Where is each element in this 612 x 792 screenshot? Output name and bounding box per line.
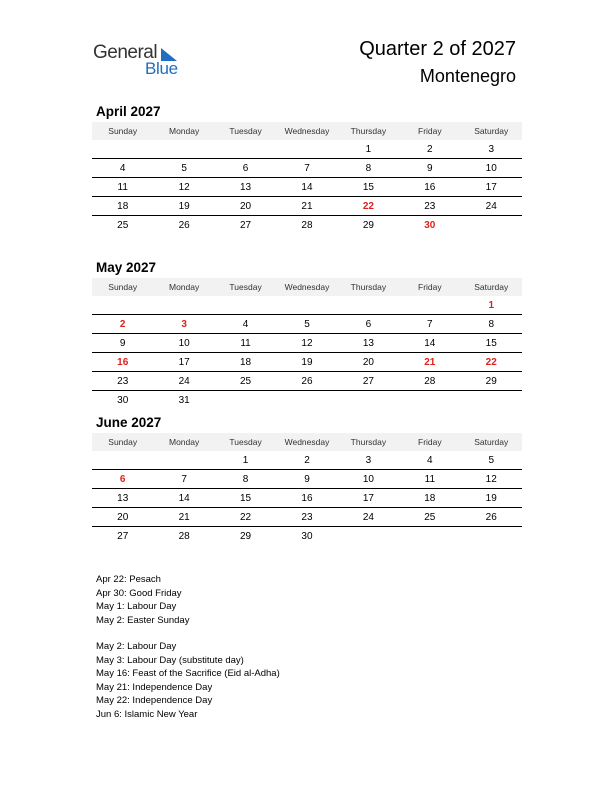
- day-cell: 23: [424, 200, 436, 212]
- day-cell: 12: [485, 473, 497, 485]
- day-cell: 4: [242, 318, 249, 330]
- weekday-label: Monday: [169, 282, 200, 292]
- holiday-day-cell: 21: [424, 356, 436, 368]
- weekday-label: Monday: [169, 126, 200, 136]
- day-cell: 5: [488, 454, 495, 466]
- week-row: [92, 353, 522, 372]
- day-cell: 7: [181, 473, 187, 485]
- day-cell: 23: [117, 375, 129, 387]
- day-cell: 5: [181, 162, 187, 174]
- weekday-label: Monday: [169, 437, 200, 447]
- day-cell: 10: [362, 473, 374, 485]
- week-row: [92, 216, 522, 234]
- day-cell: 1: [365, 143, 372, 155]
- day-cell: 6: [242, 162, 249, 174]
- day-cell: 3: [365, 454, 372, 466]
- weekday-label: Wednesday: [284, 282, 330, 292]
- month-title: June 2027: [96, 415, 162, 430]
- day-cell: 15: [239, 492, 252, 504]
- weekday-label: Tuesday: [229, 126, 262, 136]
- day-cell: 26: [178, 219, 190, 231]
- day-cell: 29: [485, 375, 497, 387]
- day-cell: 19: [178, 200, 190, 212]
- holiday-item: Jun 6: Islamic New Year: [96, 708, 198, 720]
- day-cell: 20: [117, 511, 129, 523]
- day-cell: 15: [362, 181, 374, 193]
- day-cell: 21: [178, 511, 190, 523]
- week-row: [92, 296, 522, 315]
- day-cell: 4: [119, 162, 126, 174]
- day-cell: 24: [362, 511, 374, 523]
- day-cell: 20: [362, 356, 374, 368]
- weekday-header: [92, 278, 522, 296]
- week-row: [92, 372, 522, 391]
- brand-logo: [93, 42, 193, 78]
- day-cell: 19: [485, 492, 497, 504]
- weekday-label: Sunday: [108, 282, 138, 292]
- weekday-label: Tuesday: [229, 282, 262, 292]
- day-cell: 16: [301, 492, 313, 504]
- weekday-label: Saturday: [474, 437, 509, 447]
- week-row: [92, 197, 522, 216]
- day-cell: 2: [427, 143, 433, 155]
- weekday-label: Sunday: [108, 126, 138, 136]
- week-row: [92, 334, 522, 353]
- page-title: Quarter 2 of 2027: [359, 38, 516, 60]
- day-cell: 9: [119, 337, 126, 349]
- day-cell: 25: [239, 375, 252, 387]
- country-name: Montenegro: [419, 66, 516, 86]
- week-row: [92, 489, 522, 508]
- day-cell: 25: [424, 511, 436, 523]
- holiday-day-cell: 30: [424, 219, 436, 231]
- holiday-item: May 2: Labour Day: [96, 641, 177, 652]
- holiday-list: [96, 573, 280, 721]
- week-row: [92, 178, 522, 197]
- holiday-day-cell: 22: [362, 200, 374, 212]
- weekday-label: Friday: [418, 282, 442, 292]
- day-cell: 17: [485, 181, 497, 193]
- day-cell: 28: [424, 375, 436, 387]
- day-cell: 24: [485, 200, 497, 212]
- day-cell: 10: [485, 162, 497, 174]
- day-cell: 21: [301, 200, 313, 212]
- week-row: [92, 315, 522, 334]
- day-cell: 27: [117, 530, 129, 542]
- weekday-label: Saturday: [474, 126, 509, 136]
- holiday-item: May 3: Labour Day (substitute day): [96, 654, 244, 666]
- day-cell: 13: [117, 492, 129, 504]
- day-cell: 11: [240, 337, 251, 349]
- holiday-item: May 22: Independence Day: [96, 695, 213, 706]
- day-cell: 26: [301, 375, 313, 387]
- day-cell: 15: [485, 337, 497, 349]
- day-cell: 8: [365, 162, 372, 174]
- day-cell: 18: [117, 200, 129, 212]
- day-cell: 17: [178, 356, 190, 368]
- day-cell: 13: [362, 337, 374, 349]
- day-cell: 6: [365, 318, 372, 330]
- day-cell: 8: [242, 473, 249, 485]
- day-cell: 3: [488, 143, 495, 155]
- week-row: [92, 451, 522, 470]
- day-cell: 7: [427, 318, 433, 330]
- day-cell: 28: [178, 530, 190, 542]
- day-cell: 20: [239, 200, 252, 212]
- holiday-item: Apr 22: Pesach: [96, 574, 161, 585]
- day-cell: 30: [117, 394, 129, 406]
- day-cell: 31: [178, 394, 190, 406]
- day-cell: 26: [485, 511, 497, 523]
- day-cell: 30: [301, 530, 313, 542]
- logo-blue-text: Blue: [145, 59, 178, 78]
- weekday-header: [92, 433, 522, 451]
- day-cell: 18: [424, 492, 436, 504]
- day-cell: 17: [362, 492, 374, 504]
- weekday-label: Friday: [418, 126, 442, 136]
- day-cell: 12: [178, 181, 190, 193]
- holiday-item: May 21: Independence Day: [96, 681, 213, 693]
- day-cell: 11: [424, 473, 436, 485]
- day-cell: 18: [239, 356, 252, 368]
- day-cell: 9: [304, 473, 310, 485]
- day-cell: 23: [301, 511, 313, 523]
- holiday-day-cell: 6: [119, 473, 126, 485]
- holiday-day-cell: 16: [117, 356, 129, 368]
- day-cell: 11: [117, 181, 128, 193]
- weekday-label: Friday: [418, 437, 442, 447]
- week-row: [92, 527, 522, 545]
- day-cell: 28: [301, 219, 313, 231]
- holiday-item: May 16: Feast of the Sacrifice (Eid al-Adha): [96, 668, 280, 679]
- week-row: [92, 159, 522, 178]
- weekday-label: Thursday: [350, 437, 387, 447]
- day-cell: 12: [301, 337, 313, 349]
- weekday-label: Tuesday: [229, 437, 262, 447]
- week-row: [92, 140, 522, 159]
- month-calendar: [92, 260, 522, 409]
- day-cell: 19: [301, 356, 313, 368]
- holiday-item: May 1: Labour Day: [96, 601, 177, 612]
- holiday-item: Apr 30: Good Friday: [96, 587, 182, 599]
- holiday-group-gap: [96, 627, 280, 640]
- day-cell: 22: [239, 511, 252, 523]
- weekday-header: [92, 122, 522, 140]
- day-cell: 4: [427, 454, 433, 466]
- weekday-label: Sunday: [108, 437, 138, 447]
- day-cell: 29: [239, 530, 252, 542]
- day-cell: 13: [239, 181, 252, 193]
- day-cell: 1: [242, 454, 249, 466]
- week-row: [92, 470, 522, 489]
- week-row: [92, 391, 522, 409]
- day-cell: 25: [117, 219, 129, 231]
- logo-general-text: General: [93, 42, 158, 63]
- day-cell: 2: [304, 454, 310, 466]
- month-title: April 2027: [96, 104, 161, 119]
- weekday-label: Thursday: [350, 282, 387, 292]
- day-cell: 27: [239, 219, 252, 231]
- holiday-item: May 2: Easter Sunday: [96, 614, 190, 626]
- day-cell: 14: [424, 337, 436, 349]
- holiday-day-cell: 1: [488, 299, 495, 311]
- day-cell: 16: [424, 181, 436, 193]
- day-cell: 24: [178, 375, 190, 387]
- day-cell: 9: [427, 162, 433, 174]
- day-cell: 10: [178, 337, 190, 349]
- day-cell: 14: [178, 492, 190, 504]
- day-cell: 8: [488, 318, 495, 330]
- day-cell: 7: [304, 162, 310, 174]
- day-cell: 14: [301, 181, 313, 193]
- week-row: [92, 508, 522, 527]
- weekday-label: Wednesday: [284, 126, 330, 136]
- weekday-label: Saturday: [474, 282, 509, 292]
- weekday-label: Wednesday: [284, 437, 330, 447]
- holiday-day-cell: 2: [119, 318, 126, 330]
- holiday-day-cell: 3: [181, 318, 187, 330]
- month-calendar: [92, 104, 522, 234]
- weekday-label: Thursday: [350, 126, 387, 136]
- month-calendar: [92, 415, 522, 545]
- day-cell: 27: [362, 375, 374, 387]
- month-title: May 2027: [96, 260, 157, 275]
- day-cell: 29: [362, 219, 374, 231]
- day-cell: 5: [304, 318, 310, 330]
- holiday-day-cell: 22: [485, 356, 497, 368]
